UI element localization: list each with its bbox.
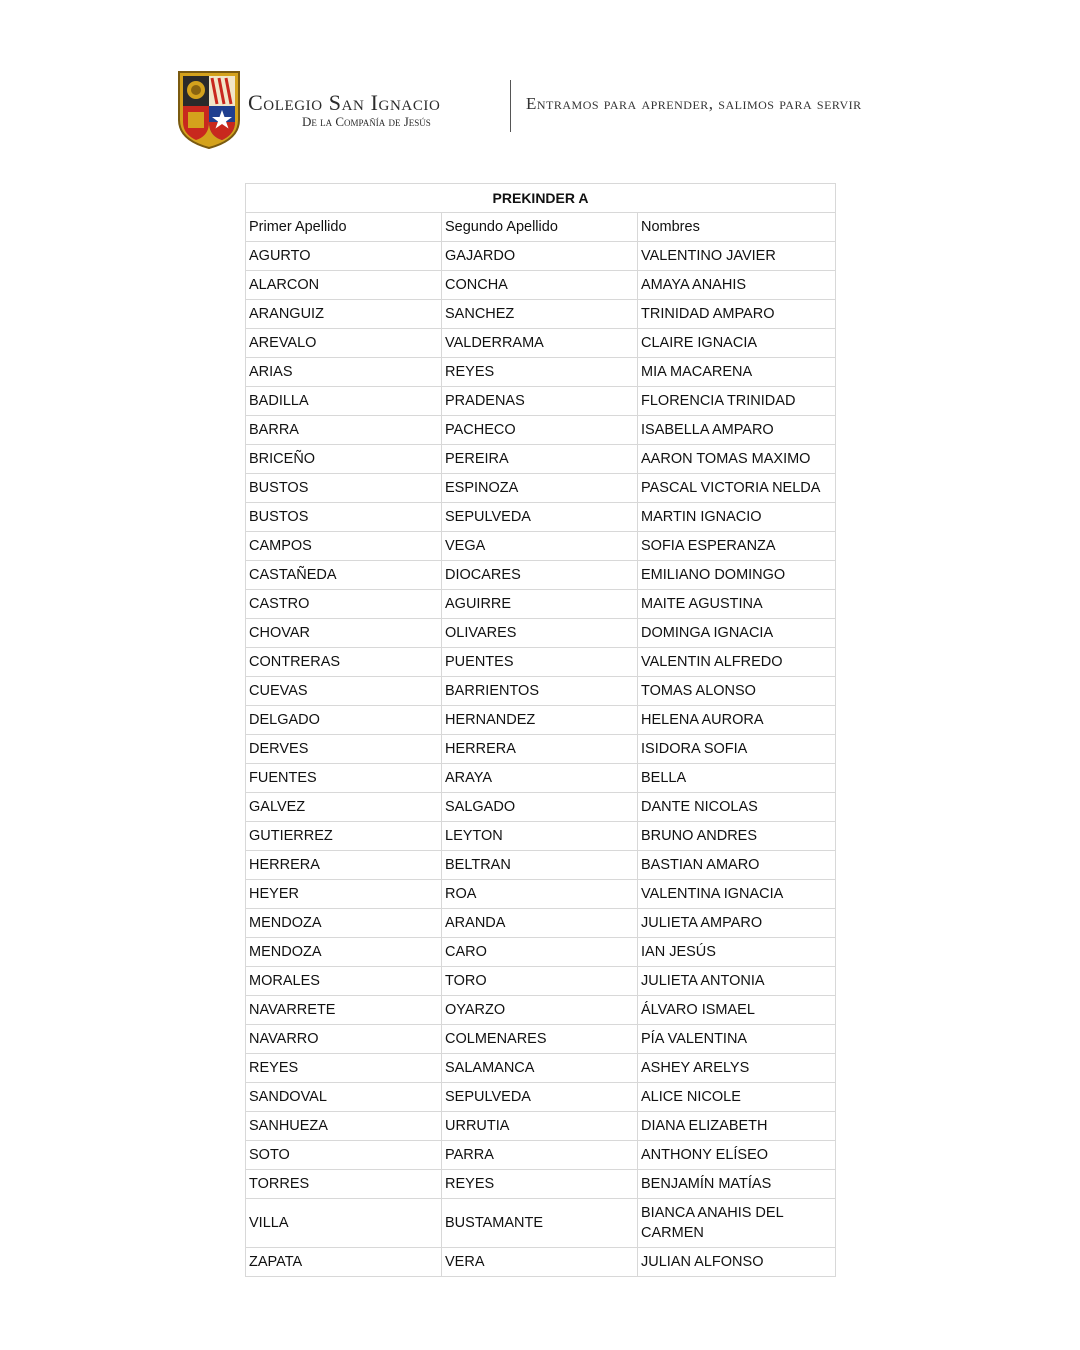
- first-surname-cell: DERVES: [246, 735, 442, 764]
- first-surname-cell: BADILLA: [246, 387, 442, 416]
- first-surname-cell: BRICEÑO: [246, 445, 442, 474]
- second-surname-cell: SALGADO: [442, 793, 638, 822]
- second-surname-cell: COLMENARES: [442, 1025, 638, 1054]
- first-surname-cell: ZAPATA: [246, 1248, 442, 1277]
- names-cell: JULIETA ANTONIA: [638, 967, 836, 996]
- first-surname-cell: AREVALO: [246, 329, 442, 358]
- table-row: [246, 735, 836, 764]
- names-cell: JULIETA AMPARO: [638, 909, 836, 938]
- second-surname-cell: ROA: [442, 880, 638, 909]
- second-surname-cell: OYARZO: [442, 996, 638, 1025]
- second-surname-cell: LEYTON: [442, 822, 638, 851]
- second-surname-cell: BELTRAN: [442, 851, 638, 880]
- names-cell: ÁLVARO ISMAEL: [638, 996, 836, 1025]
- table-row: [246, 416, 836, 445]
- names-cell: BRUNO ANDRES: [638, 822, 836, 851]
- second-surname-cell: VERA: [442, 1248, 638, 1277]
- names-cell: AARON TOMAS MAXIMO: [638, 445, 836, 474]
- table-title: PREKINDER A: [246, 184, 836, 213]
- first-surname-cell: NAVARRETE: [246, 996, 442, 1025]
- names-cell: BENJAMÍN MATÍAS: [638, 1170, 836, 1199]
- second-surname-cell: VALDERRAMA: [442, 329, 638, 358]
- table-row: [246, 300, 836, 329]
- first-surname-cell: SANDOVAL: [246, 1083, 442, 1112]
- table-row: [246, 677, 836, 706]
- second-surname-cell: ESPINOZA: [442, 474, 638, 503]
- table-row: [246, 1112, 836, 1141]
- table-row: [246, 590, 836, 619]
- first-surname-cell: CONTRERAS: [246, 648, 442, 677]
- second-surname-cell: CONCHA: [442, 271, 638, 300]
- first-surname-cell: AGURTO: [246, 242, 442, 271]
- first-surname-cell: MENDOZA: [246, 909, 442, 938]
- names-cell: MIA MACARENA: [638, 358, 836, 387]
- names-cell: DOMINGA IGNACIA: [638, 619, 836, 648]
- names-cell: VALENTINO JAVIER: [638, 242, 836, 271]
- names-cell: MARTIN IGNACIO: [638, 503, 836, 532]
- second-surname-cell: BARRIENTOS: [442, 677, 638, 706]
- first-surname-cell: SOTO: [246, 1141, 442, 1170]
- first-surname-cell: BARRA: [246, 416, 442, 445]
- second-surname-cell: OLIVARES: [442, 619, 638, 648]
- table-title-row: [246, 184, 836, 213]
- table-header-row: [246, 213, 836, 242]
- names-cell: IAN JESÚS: [638, 938, 836, 967]
- second-surname-cell: ARAYA: [442, 764, 638, 793]
- first-surname-cell: BUSTOS: [246, 503, 442, 532]
- names-cell: ALICE NICOLE: [638, 1083, 836, 1112]
- table-row: [246, 1199, 836, 1248]
- second-surname-cell: DIOCARES: [442, 561, 638, 590]
- school-name: Colegio San Ignacio: [248, 90, 441, 115]
- header-divider: [510, 80, 511, 132]
- second-surname-cell: HERRERA: [442, 735, 638, 764]
- table-row: [246, 851, 836, 880]
- table-row: [246, 1141, 836, 1170]
- table-row: [246, 387, 836, 416]
- names-cell: ISIDORA SOFIA: [638, 735, 836, 764]
- first-surname-cell: HEYER: [246, 880, 442, 909]
- first-surname-cell: CUEVAS: [246, 677, 442, 706]
- second-surname-cell: HERNANDEZ: [442, 706, 638, 735]
- first-surname-cell: MENDOZA: [246, 938, 442, 967]
- table-row: [246, 242, 836, 271]
- first-surname-cell: ALARCON: [246, 271, 442, 300]
- second-surname-cell: REYES: [442, 1170, 638, 1199]
- second-surname-cell: SEPULVEDA: [442, 1083, 638, 1112]
- names-cell: BELLA: [638, 764, 836, 793]
- table-row: [246, 880, 836, 909]
- names-cell: PASCAL VICTORIA NELDA: [638, 474, 836, 503]
- names-cell: EMILIANO DOMINGO: [638, 561, 836, 590]
- table-row: [246, 271, 836, 300]
- first-surname-cell: CHOVAR: [246, 619, 442, 648]
- second-surname-cell: SEPULVEDA: [442, 503, 638, 532]
- names-cell: DANTE NICOLAS: [638, 793, 836, 822]
- second-surname-cell: PARRA: [442, 1141, 638, 1170]
- second-surname-cell: SALAMANCA: [442, 1054, 638, 1083]
- names-cell: TRINIDAD AMPARO: [638, 300, 836, 329]
- table-row: [246, 1025, 836, 1054]
- second-surname-cell: GAJARDO: [442, 242, 638, 271]
- table-row: [246, 764, 836, 793]
- names-cell: ASHEY ARELYS: [638, 1054, 836, 1083]
- names-cell: BIANCA ANAHIS DEL CARMEN: [638, 1199, 836, 1248]
- first-surname-cell: ARANGUIZ: [246, 300, 442, 329]
- table-row: [246, 445, 836, 474]
- names-cell: AMAYA ANAHIS: [638, 271, 836, 300]
- table-body: [246, 242, 836, 1277]
- names-cell: MAITE AGUSTINA: [638, 590, 836, 619]
- first-surname-cell: TORRES: [246, 1170, 442, 1199]
- first-surname-cell: GALVEZ: [246, 793, 442, 822]
- names-cell: ANTHONY ELÍSEO: [638, 1141, 836, 1170]
- names-cell: FLORENCIA TRINIDAD: [638, 387, 836, 416]
- table-row: [246, 503, 836, 532]
- names-cell: JULIAN ALFONSO: [638, 1248, 836, 1277]
- table-row: [246, 822, 836, 851]
- second-surname-cell: AGUIRRE: [442, 590, 638, 619]
- table-row: [246, 793, 836, 822]
- column-header-names: Nombres: [638, 213, 836, 242]
- school-header: [176, 70, 916, 152]
- names-cell: SOFIA ESPERANZA: [638, 532, 836, 561]
- school-subtitle: De la Compañía de Jesús: [302, 114, 431, 129]
- first-surname-cell: REYES: [246, 1054, 442, 1083]
- school-crest-logo: [176, 70, 242, 150]
- first-surname-cell: BUSTOS: [246, 474, 442, 503]
- table-row: [246, 706, 836, 735]
- column-header-first-surname: Primer Apellido: [246, 213, 442, 242]
- second-surname-cell: SANCHEZ: [442, 300, 638, 329]
- first-surname-cell: HERRERA: [246, 851, 442, 880]
- table-row: [246, 474, 836, 503]
- second-surname-cell: TORO: [442, 967, 638, 996]
- table-row: [246, 561, 836, 590]
- second-surname-cell: REYES: [442, 358, 638, 387]
- names-cell: BASTIAN AMARO: [638, 851, 836, 880]
- names-cell: CLAIRE IGNACIA: [638, 329, 836, 358]
- second-surname-cell: CARO: [442, 938, 638, 967]
- table-row: [246, 938, 836, 967]
- second-surname-cell: URRUTIA: [442, 1112, 638, 1141]
- first-surname-cell: CASTRO: [246, 590, 442, 619]
- names-cell: VALENTIN ALFREDO: [638, 648, 836, 677]
- table-row: [246, 909, 836, 938]
- first-surname-cell: CAMPOS: [246, 532, 442, 561]
- second-surname-cell: PACHECO: [442, 416, 638, 445]
- names-cell: TOMAS ALONSO: [638, 677, 836, 706]
- school-motto: Entramos para aprender, salimos para servir: [526, 94, 862, 113]
- names-cell: PÍA VALENTINA: [638, 1025, 836, 1054]
- first-surname-cell: GUTIERREZ: [246, 822, 442, 851]
- names-cell: HELENA AURORA: [638, 706, 836, 735]
- table-row: [246, 967, 836, 996]
- table-row: [246, 358, 836, 387]
- table-row: [246, 329, 836, 358]
- table-row: [246, 532, 836, 561]
- table-row: [246, 1248, 836, 1277]
- first-surname-cell: DELGADO: [246, 706, 442, 735]
- second-surname-cell: PRADENAS: [442, 387, 638, 416]
- first-surname-cell: ARIAS: [246, 358, 442, 387]
- class-roster-table: [245, 183, 836, 1277]
- first-surname-cell: FUENTES: [246, 764, 442, 793]
- first-surname-cell: MORALES: [246, 967, 442, 996]
- first-surname-cell: CASTAÑEDA: [246, 561, 442, 590]
- table-row: [246, 619, 836, 648]
- second-surname-cell: PUENTES: [442, 648, 638, 677]
- names-cell: VALENTINA IGNACIA: [638, 880, 836, 909]
- table-row: [246, 1083, 836, 1112]
- first-surname-cell: VILLA: [246, 1199, 442, 1248]
- first-surname-cell: SANHUEZA: [246, 1112, 442, 1141]
- table-row: [246, 996, 836, 1025]
- second-surname-cell: PEREIRA: [442, 445, 638, 474]
- second-surname-cell: BUSTAMANTE: [442, 1199, 638, 1248]
- second-surname-cell: ARANDA: [442, 909, 638, 938]
- table-row: [246, 648, 836, 677]
- table-row: [246, 1170, 836, 1199]
- second-surname-cell: VEGA: [442, 532, 638, 561]
- names-cell: ISABELLA AMPARO: [638, 416, 836, 445]
- names-cell: DIANA ELIZABETH: [638, 1112, 836, 1141]
- table-row: [246, 1054, 836, 1083]
- column-header-second-surname: Segundo Apellido: [442, 213, 638, 242]
- first-surname-cell: NAVARRO: [246, 1025, 442, 1054]
